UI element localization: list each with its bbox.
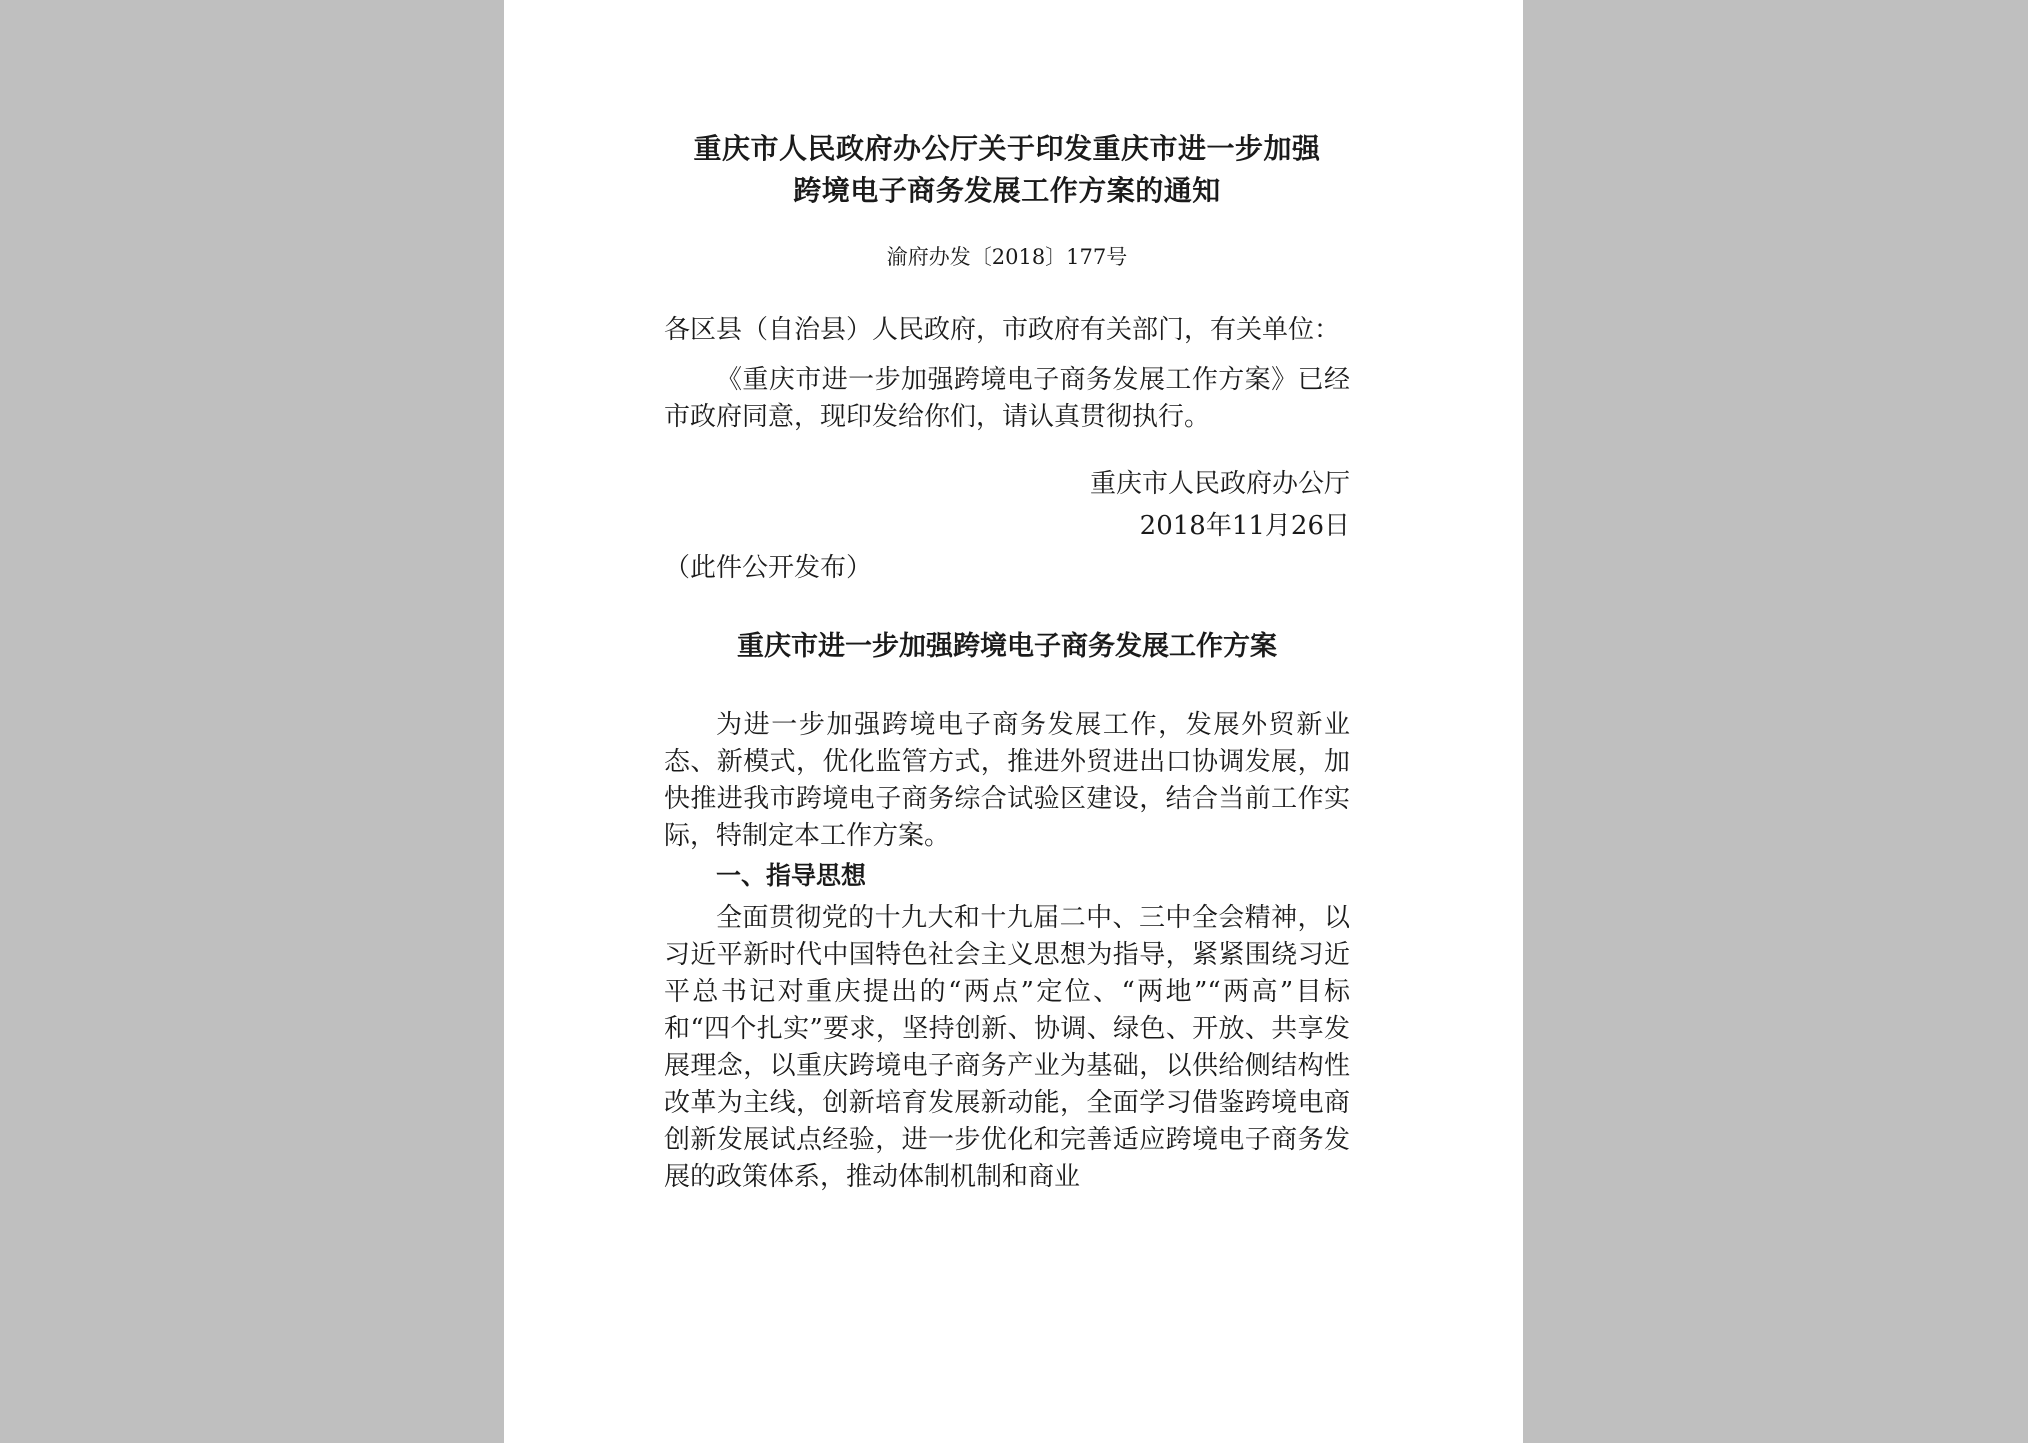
notice-title: [664, 128, 1350, 212]
section-1-body: 全面贯彻党的十九大和十九届二中、三中全会精神，以习近平新时代中国特色社会主义思想为指导，紧紧围绕习近平总书记对重庆提出的“两点”定位、“两地”“两高”目标和“四个扎实”要求，坚持创新、协调、绿色、开放、共享发展理念，以重庆跨境电子商务产业为基础，以供给侧结构性改革为主线，创新培育发展新动能，全面学习借鉴跨境电商创新发展试点经验，进一步优化和完善适应跨境电子商务发展的政策体系，推动体制机制和商业: [664, 903, 1350, 1192]
section-1-heading: 一、指导思想: [716, 861, 867, 890]
publication-note: （此件公开发布）: [664, 553, 873, 583]
notice-title-line-2: 跨境电子商务发展工作方案的通知: [793, 174, 1221, 207]
document-page: [504, 0, 1523, 1443]
signature-organization: 重庆市人民政府办公厅: [1089, 469, 1350, 499]
plan-title: 重庆市进一步加强跨境电子商务发展工作方案: [737, 631, 1277, 662]
addressee: 各区县（自治县）人民政府，市政府有关部门，有关单位：: [664, 315, 1341, 345]
notice-body: 《重庆市进一步加强跨境电子商务发展工作方案》已经市政府同意，现印发给你们，请认真贯彻执行。: [664, 365, 1350, 432]
plan-intro: 为进一步加强跨境电子商务发展工作，发展外贸新业态、新模式，优化监管方式，推进外贸进出口协调发展，加快推进我市跨境电子商务综合试验区建设，结合当前工作实际，特制定本工作方案。: [664, 710, 1350, 851]
signature-date: 2018年11月26日: [1139, 511, 1350, 541]
document-content: [664, 128, 1350, 1196]
document-number: 渝府办发〔2018〕177号: [886, 245, 1128, 269]
notice-title-line-1: 重庆市人民政府办公厅关于印发重庆市进一步加强: [693, 132, 1321, 165]
